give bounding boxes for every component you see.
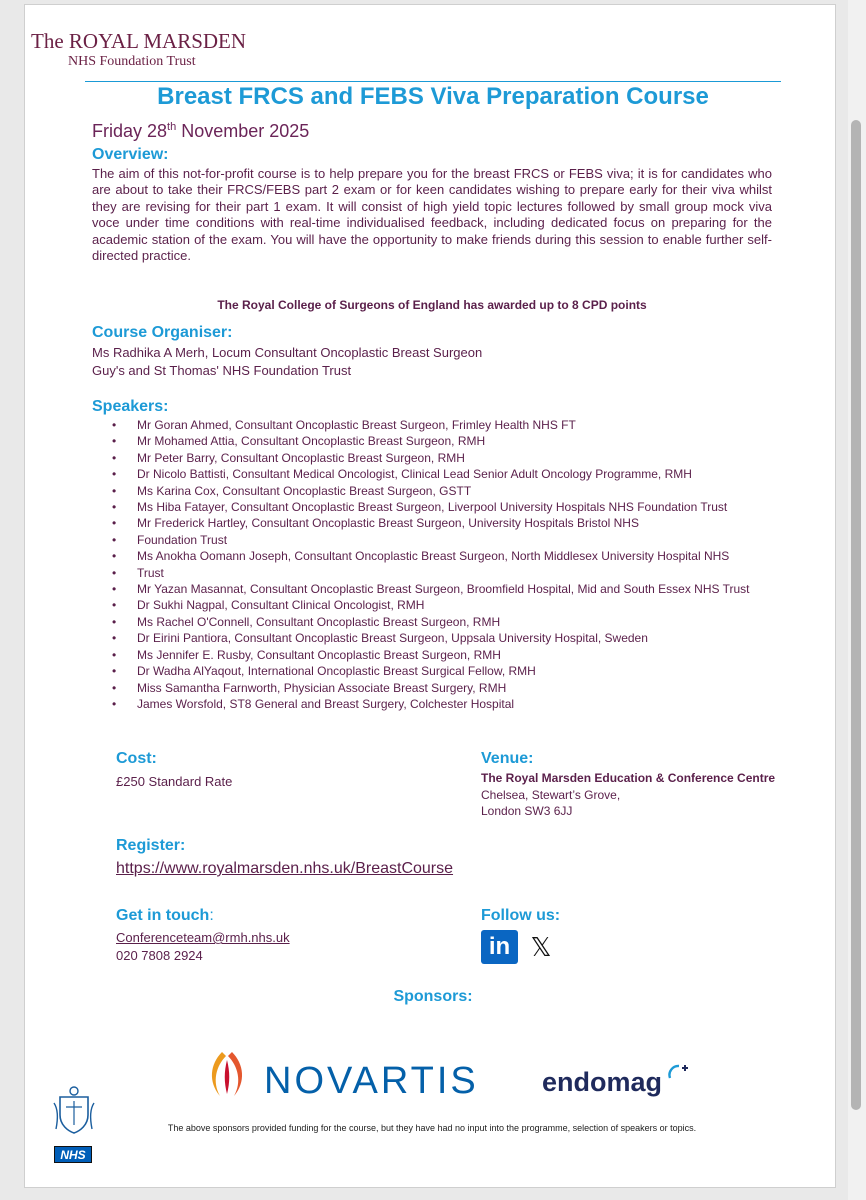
overview-heading: Overview:: [92, 146, 169, 163]
course-title: Breast FRCS and FEBS Viva Preparation Course: [157, 83, 709, 110]
date-month-year: November 2025: [176, 121, 310, 141]
speaker-item: • Ms Anokha Oomann Joseph, Consultant Oncoplastic Breast Surgeon, North Middlesex University Hospital NHS: [112, 548, 792, 564]
contact-phone: 020 7808 2924: [116, 948, 203, 963]
cost-value: £250 Standard Rate: [116, 774, 233, 789]
speaker-item: • Trust: [112, 565, 792, 581]
organiser-heading: Course Organiser:: [92, 324, 233, 341]
speaker-item: • Ms Rachel O'Connell, Consultant Oncoplastic Breast Surgeon, RMH: [112, 614, 792, 630]
date-day: Friday 28: [92, 121, 168, 141]
speaker-item: • Dr Wadha AlYaqout, International Oncoplastic Breast Surgical Fellow, RMH: [112, 663, 792, 679]
speaker-item: • Dr Sukhi Nagpal, Consultant Clinical Oncologist, RMH: [112, 597, 792, 613]
novartis-logo: NOVARTIS: [264, 1060, 479, 1102]
speaker-item: • Mr Goran Ahmed, Consultant Oncoplastic Breast Surgeon, Frimley Health NHS FT: [112, 417, 792, 433]
speaker-item: • Ms Jennifer E. Rusby, Consultant Oncoplastic Breast Surgeon, RMH: [112, 647, 792, 663]
novartis-flame-icon: [202, 1050, 258, 1102]
speaker-item: • Mr Yazan Masannat, Consultant Oncoplastic Breast Surgeon, Broomfield Hospital, Mid and South Essex NHS Trust: [112, 581, 792, 597]
contact-heading: [116, 907, 214, 925]
speaker-item: • Ms Hiba Fatayer, Consultant Oncoplastic Breast Surgeon, Liverpool University Hospitals NHS Foundation Trust: [112, 499, 792, 515]
organiser-trust: Guy's and St Thomas' NHS Foundation Trust: [92, 363, 352, 378]
course-date: [92, 121, 309, 142]
venue-address-line2: London SW3 6JJ: [481, 804, 573, 818]
cpd-note: The Royal College of Surgeons of England has awarded up to 8 CPD points: [217, 298, 647, 312]
register-heading: Register:: [116, 837, 186, 854]
speakers-heading: Speakers:: [92, 398, 169, 415]
contact-heading-colon: :: [209, 907, 214, 924]
speaker-item: • Miss Samantha Farnworth, Physician Associate Breast Surgery, RMH: [112, 680, 792, 696]
contact-email-link[interactable]: Conferenceteam@rmh.nhs.uk: [116, 930, 290, 945]
scrollbar-thumb[interactable]: [851, 120, 861, 1110]
org-logo-subtitle: NHS Foundation Trust: [68, 54, 196, 69]
linkedin-icon[interactable]: in: [481, 930, 518, 964]
venue-heading: Venue:: [481, 750, 534, 767]
speaker-item: • Dr Eirini Pantiora, Consultant Oncoplastic Breast Surgeon, Uppsala University Hospital, Sweden: [112, 630, 792, 646]
endomag-plus-icon: [668, 1062, 690, 1082]
crest-icon: [52, 1085, 96, 1137]
nhs-logo: NHS: [54, 1146, 92, 1163]
speaker-item: • Mr Frederick Hartley, Consultant Oncoplastic Breast Surgeon, University Hospitals Bristol NHS: [112, 515, 792, 531]
org-logo-name: The ROYAL MARSDEN: [31, 29, 247, 53]
endomag-logo: endomag: [542, 1067, 663, 1097]
sponsors-heading: Sponsors:: [393, 988, 473, 1005]
cost-heading: Cost:: [116, 750, 157, 767]
speaker-item: • Foundation Trust: [112, 532, 792, 548]
speaker-item: • James Worsfold, ST8 General and Breast Surgery, Colchester Hospital: [112, 696, 792, 712]
contact-heading-text: Get in touch: [116, 907, 210, 924]
venue-address-line1: Chelsea, Stewart’s Grove,: [481, 788, 621, 802]
speakers-list: [112, 417, 792, 712]
speaker-item: • Dr Nicolo Battisti, Consultant Medical Oncologist, Clinical Lead Senior Adult Oncology Programme, RMH: [112, 466, 792, 482]
date-ordinal: th: [167, 121, 177, 133]
organiser-name: Ms Radhika A Merh, Locum Consultant Oncoplastic Breast Surgeon: [92, 345, 483, 360]
speaker-item: • Ms Karina Cox, Consultant Oncoplastic Breast Surgeon, GSTT: [112, 483, 792, 499]
sponsor-disclaimer: The above sponsors provided funding for the course, but they have had no input into the programme, selection of speakers or topics.: [167, 1123, 697, 1133]
title-divider: [85, 81, 781, 82]
speaker-item: • Mr Peter Barry, Consultant Oncoplastic Breast Surgeon, RMH: [112, 450, 792, 466]
register-link[interactable]: https://www.royalmarsden.nhs.uk/BreastCourse: [116, 860, 454, 877]
follow-us-heading: Follow us:: [481, 907, 561, 924]
overview-text: The aim of this not-for-profit course is to help prepare you for the breast FRCS or FEBS viva; it is for candidates who are about to take their FRCS/FEBS part 2 exam or for keen candidates wishing to prepare early for their viva whilst they are revising for their part 1 exam. It will consist of high yield topic lectures followed by small group mock viva voce under time conditions with real-time individualised feedback, including dedicated focus on preparing for the academic station of the exam. You will have the opportunity to make friends during this session to enable further self-directed practice.: [92, 166, 772, 264]
x-twitter-icon[interactable]: 𝕏: [530, 932, 552, 962]
speaker-item: • Mr Mohamed Attia, Consultant Oncoplastic Breast Surgeon, RMH: [112, 433, 792, 449]
venue-name: The Royal Marsden Education & Conference Centre: [481, 771, 776, 785]
